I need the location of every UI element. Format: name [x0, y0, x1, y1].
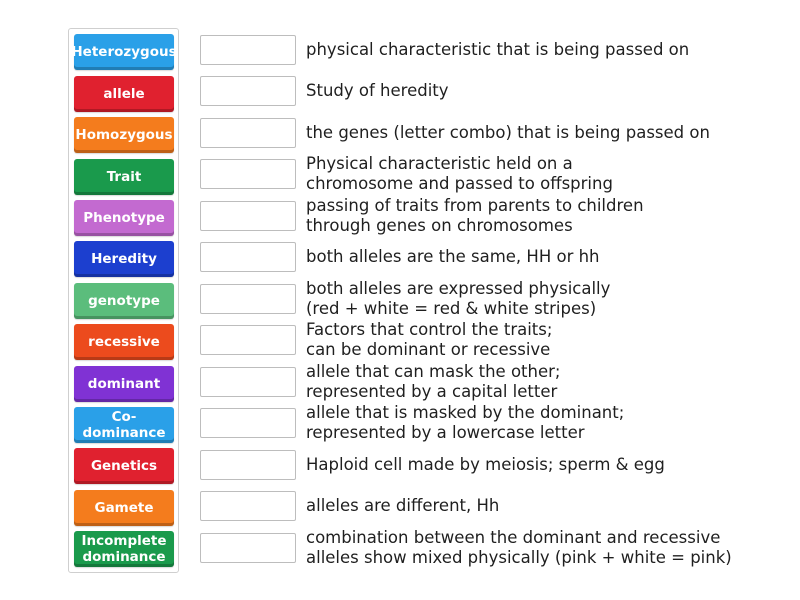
definition-row: [200, 489, 790, 523]
term-tile[interactable]: [74, 366, 174, 402]
definition-text: alleles are different, Hh: [306, 496, 500, 515]
term-tile-label: Co-dominance: [82, 409, 166, 441]
drop-target-box[interactable]: [200, 35, 296, 65]
drop-target-box[interactable]: [200, 284, 296, 314]
term-tile-label: Gamete: [94, 500, 154, 516]
term-tile-label: Phenotype: [83, 210, 165, 226]
definition-row: [200, 320, 790, 359]
definition-row: [200, 362, 790, 401]
term-tile[interactable]: [74, 324, 174, 360]
definition-text: Physical characteristic held on a chromosome and passed to offspring: [306, 154, 613, 193]
definition-text: Factors that control the traits; can be dominant or recessive: [306, 320, 553, 359]
drop-target-box[interactable]: [200, 242, 296, 272]
term-tile[interactable]: [74, 448, 174, 484]
drop-target-box[interactable]: [200, 118, 296, 148]
term-tile[interactable]: [74, 200, 174, 236]
definition-text: physical characteristic that is being passed on: [306, 40, 690, 59]
term-tile[interactable]: [74, 76, 174, 112]
definition-text: both alleles are the same, HH or hh: [306, 247, 600, 266]
definition-text: Study of heredity: [306, 81, 449, 100]
definition-row: [200, 528, 790, 567]
definition-row: [200, 33, 790, 67]
definition-row: [200, 279, 790, 318]
definition-text: Haploid cell made by meiosis; sperm & egg: [306, 455, 665, 474]
term-tile[interactable]: [74, 159, 174, 195]
drop-target-box[interactable]: [200, 491, 296, 521]
definition-text: both alleles are expressed physically (red + white = red & white stripes): [306, 279, 611, 318]
term-tile-label: genotype: [88, 293, 160, 309]
definition-row: [200, 403, 790, 442]
term-tile[interactable]: [74, 117, 174, 153]
term-tile-label: recessive: [88, 334, 160, 350]
term-tile[interactable]: [71, 34, 177, 70]
drop-target-box[interactable]: [200, 76, 296, 106]
term-tile-label: Incomplete dominance: [81, 533, 167, 565]
drop-target-box[interactable]: [200, 408, 296, 438]
term-tile[interactable]: [74, 407, 174, 443]
definition-text: combination between the dominant and recessive alleles show mixed physically (pink + white = pink): [306, 528, 732, 567]
definition-row: [200, 240, 790, 274]
term-tile[interactable]: [74, 283, 174, 319]
term-tile-label: Heterozygous: [71, 44, 177, 60]
term-tile[interactable]: [74, 490, 174, 526]
drop-target-box[interactable]: [200, 325, 296, 355]
drop-target-box[interactable]: [200, 201, 296, 231]
drop-target-box[interactable]: [200, 159, 296, 189]
definition-text: the genes (letter combo) that is being passed on: [306, 123, 710, 142]
tiles-panel: [68, 28, 179, 573]
definition-row: [200, 116, 790, 150]
drop-target-box[interactable]: [200, 533, 296, 563]
term-tile[interactable]: [74, 531, 174, 567]
definition-row: [200, 448, 790, 482]
definition-text: allele that can mask the other; represented by a capital letter: [306, 362, 561, 401]
definition-text: passing of traits from parents to children through genes on chromosomes: [306, 196, 644, 235]
term-tile-label: Trait: [106, 169, 142, 185]
definition-row: [200, 74, 790, 108]
term-tile-label: dominant: [87, 376, 161, 392]
term-tile-label: allele: [103, 86, 145, 102]
term-tile-label: Genetics: [90, 458, 158, 474]
drop-target-box[interactable]: [200, 367, 296, 397]
definition-text: allele that is masked by the dominant; represented by a lowercase letter: [306, 403, 625, 442]
term-tile-label: Homozygous: [75, 127, 173, 143]
definition-row: [200, 154, 790, 193]
definition-row: [200, 196, 790, 235]
drop-target-box[interactable]: [200, 450, 296, 480]
term-tile-label: Heredity: [91, 251, 157, 267]
term-tile[interactable]: [74, 241, 174, 277]
